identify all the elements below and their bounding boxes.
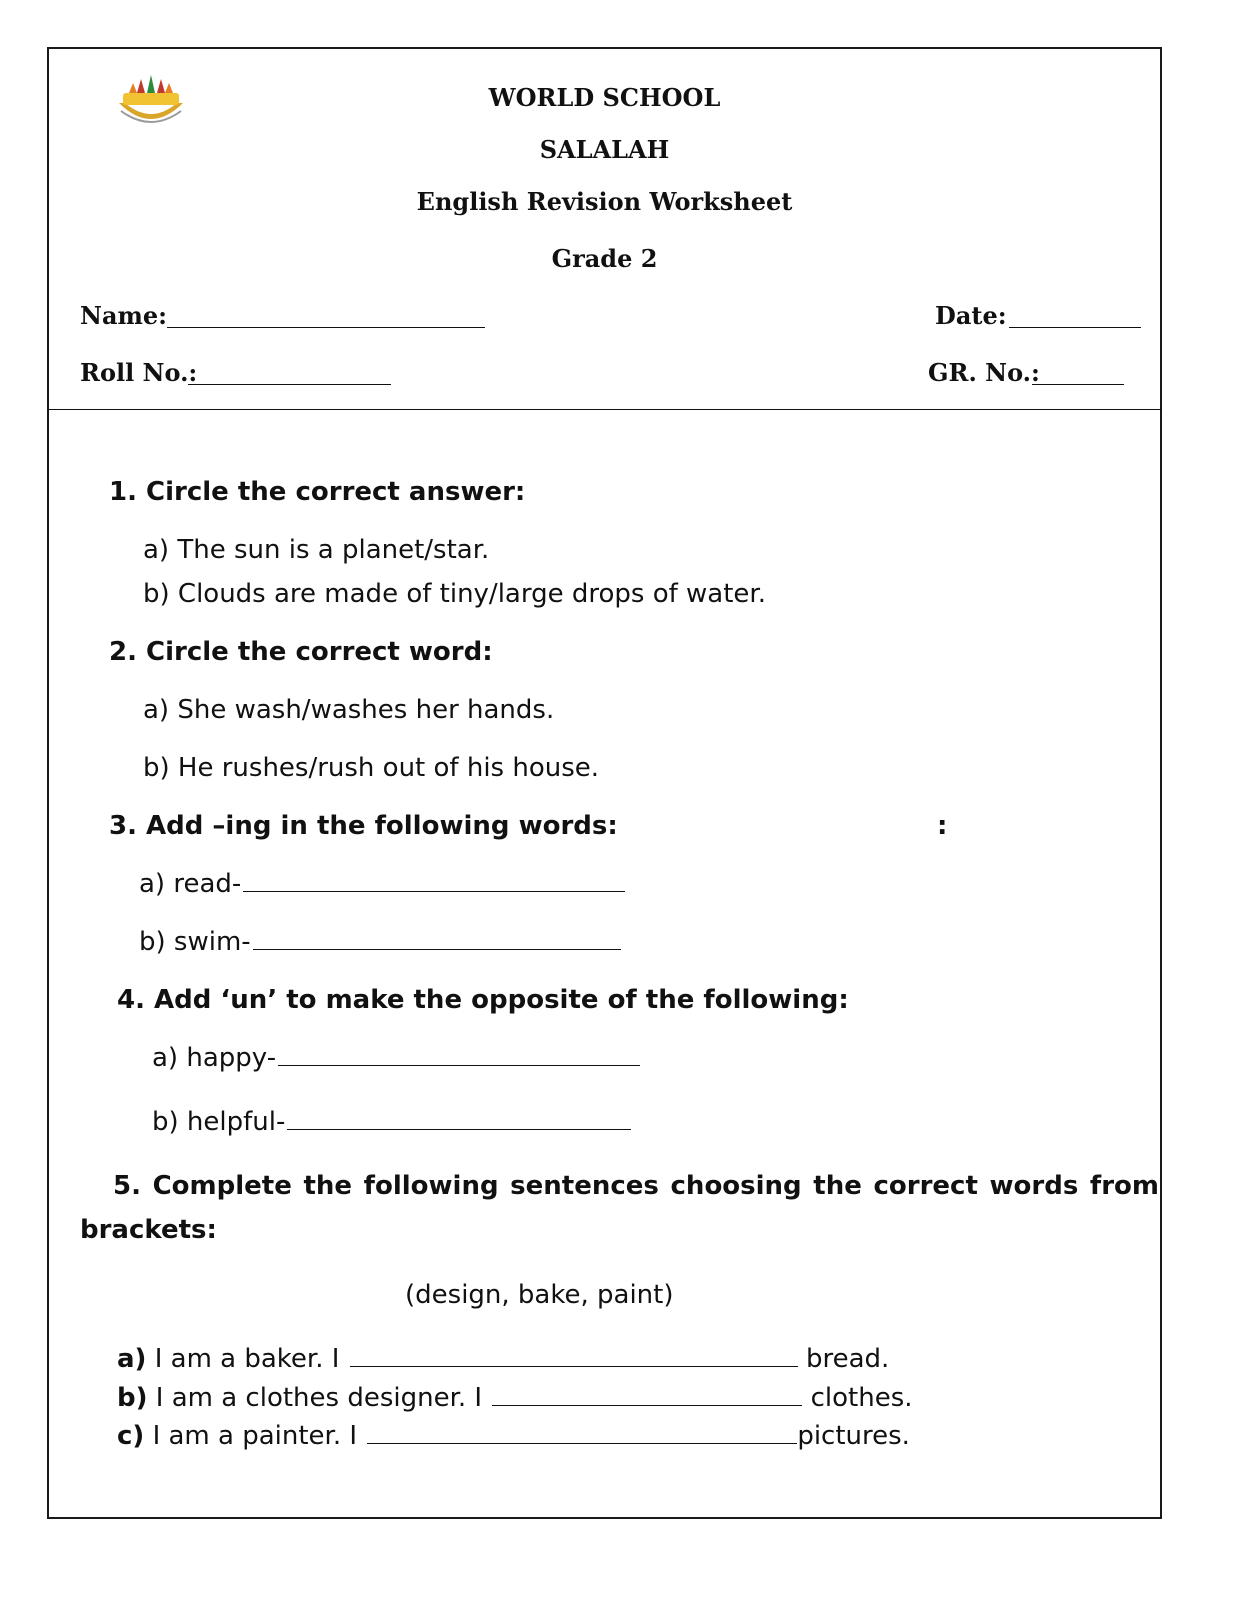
date-label: Date: — [935, 301, 1007, 330]
name-field[interactable] — [167, 327, 485, 328]
q5-item-c-label: c) — [117, 1421, 145, 1451]
q5-item-c-text: I am a painter. I — [152, 1421, 358, 1451]
q3-item-a-label: a) read- — [139, 869, 242, 899]
q4-item-b-label: b) helpful- — [152, 1107, 286, 1137]
q5-word-options: (design, bake, paint) — [405, 1280, 674, 1310]
school-name: WORLD SCHOOL — [488, 83, 721, 112]
header-divider — [49, 409, 1162, 410]
worksheet-page — [47, 47, 1162, 1519]
q4-answer-a[interactable] — [278, 1064, 640, 1066]
q4-item-a — [152, 1043, 640, 1073]
school-city: SALALAH — [539, 135, 670, 164]
q3-item-b-label: b) swim- — [139, 927, 251, 957]
q5-item-b-text: I am a clothes designer. I — [155, 1383, 483, 1413]
roll-label: Roll No.: — [80, 358, 198, 387]
q5-title-line2: brackets: — [80, 1215, 217, 1245]
q2-item-b: b) He rushes/rush out of his house. — [143, 753, 600, 783]
q5-item-a-text: I am a baker. I — [154, 1344, 340, 1374]
q5-answer-b[interactable] — [492, 1404, 802, 1406]
q4-answer-b[interactable] — [287, 1128, 631, 1130]
q5-item-a — [117, 1344, 889, 1374]
q5-item-c-end: pictures. — [797, 1421, 910, 1451]
date-field[interactable] — [1009, 327, 1141, 328]
worksheet-title: English Revision Worksheet — [416, 187, 793, 216]
q1-item-b: b) Clouds are made of tiny/large drops of water. — [143, 579, 766, 609]
q1-item-a: a) The sun is a planet/star. — [143, 535, 490, 565]
q1-title: 1. Circle the correct answer: — [109, 477, 526, 507]
q5-item-a-end: bread. — [805, 1344, 890, 1374]
q3-item-b — [139, 927, 621, 957]
grade-label: Grade 2 — [551, 244, 658, 273]
q3-title: 3. Add –ing in the following words: — [109, 811, 618, 841]
q4-item-b — [152, 1107, 631, 1137]
q5-item-b-end: clothes. — [810, 1383, 913, 1413]
q2-item-a: a) She wash/washes her hands. — [143, 695, 555, 725]
q5-item-c — [117, 1421, 910, 1451]
gr-label: GR. No.: — [928, 358, 1040, 387]
q2-title: 2. Circle the correct word: — [109, 637, 493, 667]
q5-item-b — [117, 1383, 913, 1413]
q4-item-a-label: a) happy- — [152, 1043, 277, 1073]
q3-item-a — [139, 869, 625, 899]
name-label: Name: — [80, 301, 168, 330]
q5-item-a-label: a) — [117, 1344, 147, 1374]
gr-field[interactable] — [1032, 384, 1124, 385]
q4-title: 4. Add ‘un’ to make the opposite of the following: — [117, 985, 849, 1015]
q3-answer-b[interactable] — [253, 948, 621, 950]
q3-answer-a[interactable] — [243, 890, 625, 892]
q5-answer-c[interactable] — [367, 1442, 797, 1444]
q5-item-b-label: b) — [117, 1383, 148, 1413]
q5-title-line1: 5. Complete the following sentences choosing the correct words from — [113, 1171, 1159, 1201]
roll-field[interactable] — [188, 384, 391, 385]
q3-stray-colon: : — [937, 811, 948, 841]
q5-answer-a[interactable] — [350, 1365, 798, 1367]
